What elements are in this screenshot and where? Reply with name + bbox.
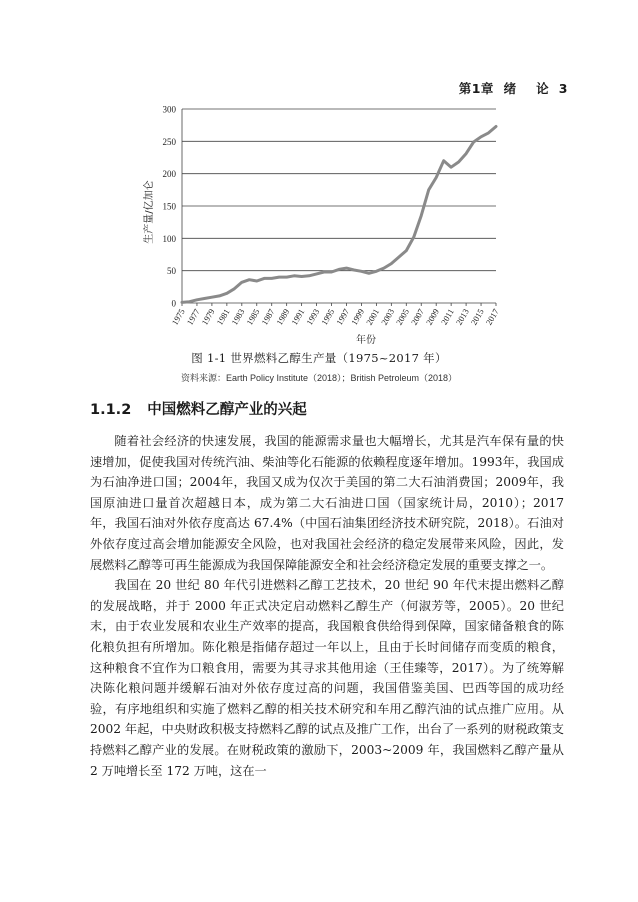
data-point (331, 271, 332, 272)
data-point (428, 189, 429, 190)
x-tick-label: 1991 (289, 307, 307, 327)
x-tick-label: 2005 (393, 307, 412, 327)
y-tick-label: 150 (162, 201, 176, 212)
section-title: 中国燃料乙醇产业的兴起 (147, 402, 307, 418)
y-tick-labels (163, 105, 177, 309)
y-tick-label: 50 (167, 266, 176, 277)
data-point (234, 288, 235, 289)
y-tick-label: 300 (162, 104, 176, 115)
x-tick-label: 1975 (169, 307, 187, 327)
data-point (451, 167, 452, 168)
data-point (465, 153, 466, 154)
data-point (196, 299, 197, 300)
y-tick-label: 0 (171, 298, 176, 309)
x-tick-label: 1979 (199, 307, 217, 327)
x-tick-label: 2017 (483, 307, 501, 327)
data-point (323, 271, 324, 272)
x-tick-label: 1987 (259, 307, 277, 327)
data-point (181, 302, 182, 303)
data-point (279, 277, 280, 278)
x-tick-label: 1981 (214, 307, 232, 327)
x-tick-label: 1977 (184, 307, 202, 327)
chart-canvas (118, 100, 518, 350)
body-text (90, 431, 564, 781)
data-point (286, 277, 287, 278)
chapter-title: 绪 论 (503, 81, 550, 96)
page-number: 3 (558, 81, 568, 96)
x-tick-label: 1999 (349, 307, 367, 327)
data-point (376, 271, 377, 272)
data-point (249, 279, 250, 280)
x-tick-label: 2007 (408, 307, 426, 327)
x-tick-label: 2011 (438, 307, 456, 327)
data-point (189, 301, 190, 302)
y-tick-label: 250 (162, 136, 176, 147)
figure-caption (0, 350, 638, 366)
data-point (443, 160, 444, 161)
x-tick-label: 1995 (319, 307, 337, 327)
y-axis-label: 生产量/亿加仑 (144, 180, 155, 244)
section-heading (90, 398, 307, 419)
data-point (316, 273, 317, 274)
y-tick-label: 200 (162, 169, 176, 180)
y-tick-label: 100 (162, 233, 176, 244)
grid-lines (182, 109, 496, 271)
x-tick-label: 2009 (423, 307, 441, 327)
axes (182, 109, 496, 306)
data-point (294, 275, 295, 276)
paragraph: 随着社会经济的快速发展，我国的能源需求量也大幅增长，尤其是汽车保有量的快速增加，促使我国对传统汽油、柴油等化石能源的依赖程度逐年增加。1993年，我国成为石油净进口国；2004年，我国又成为仅次于美国的第二大石油消费国；2009年，我国原油进口量首次超越日本，成为第二大石油进口国（国家统计局，2010）；2017 年，我国石油对外依存度高达 67.4%（中国石油集团经济技术研究院，2018）。石油对外依存度过高会增加能源安全风险，也对我国社会经济的稳定发展带来风险，因此，发展燃料乙醇等可再生能源成为我国保障能源安全和社会经济稳定发展的重要支撑之一。 (90, 434, 564, 572)
x-tick-label: 1989 (274, 307, 292, 327)
data-point (458, 161, 459, 162)
data-point (495, 126, 496, 127)
x-tick-label: 1997 (334, 307, 352, 327)
data-point (204, 298, 205, 299)
x-tick-label: 1983 (229, 307, 247, 327)
data-point (256, 280, 257, 281)
data-point (346, 267, 347, 268)
series-layer (181, 126, 496, 303)
series-line (182, 127, 496, 303)
figure-label: 图 1-1 (191, 351, 227, 365)
data-point (301, 276, 302, 277)
data-point (406, 250, 407, 251)
data-point (383, 267, 384, 268)
data-point (226, 293, 227, 294)
data-point (398, 256, 399, 257)
data-point (436, 177, 437, 178)
data-point (219, 295, 220, 296)
data-point (361, 271, 362, 272)
data-point (480, 136, 481, 137)
x-tick-label: 2003 (378, 307, 397, 327)
data-point (264, 278, 265, 279)
ethanol-production-chart (118, 100, 518, 350)
running-head (459, 79, 568, 97)
chapter-label: 第1章 (458, 81, 494, 96)
x-tick-label: 2015 (468, 307, 486, 327)
data-point (368, 273, 369, 274)
x-tick-label: 2001 (363, 307, 382, 327)
figure-caption-text: 世界燃料乙醇生产量（1975~2017 年） (230, 351, 447, 365)
x-axis-label: 年份 (356, 335, 376, 346)
data-point (413, 236, 414, 237)
data-point (271, 278, 272, 279)
data-point (391, 263, 392, 264)
figure-source: 资料来源：Earth Policy Institute（2018）；British Petroleum（2018） (180, 373, 458, 383)
data-point (353, 269, 354, 270)
x-tick-labels (170, 307, 501, 327)
x-tick-label: 2013 (453, 307, 471, 327)
data-point (308, 275, 309, 276)
x-tick-label: 1993 (304, 307, 322, 327)
data-point (211, 297, 212, 298)
section-number: 1.1.2 (90, 402, 132, 418)
paragraph: 我国在 20 世纪 80 年代引进燃料乙醇工艺技术，20 世纪 90 年代末提出燃料乙醇的发展战略，并于 2000 年正式决定启动燃料乙醇生产（何淑芳等，2005）。20 世纪末，由于农业发展和农业生产效率的提高，我国粮食供给得到保障，国家储备粮食的陈化粮负担有所增加。陈化粮是指储存超过一年以上，且由于长时间储存而变质的粮食，这种粮食不宜作为口粮食用，需要为其寻求其他用途（王佳臻等，2017）。为了统筹解决陈化粮问题并缓解石油对外依存度过高的问题，我国借鉴美国、巴西等国的成功经验，有序地组织和实施了燃料乙醇的相关技术研究和车用乙醇汽油的试点推广应用。从 2002 年起，中央财政积极支持燃料乙醇的试点及推广工作，出台了一系列的财税政策支持燃料乙醇产业的发展。在财税政策的激励下，2003~2009 年，我国燃料乙醇产量从 2 万吨增长至 172 万吨，这在一 (90, 578, 564, 778)
data-point (421, 215, 422, 216)
x-tick-label: 1985 (244, 307, 262, 327)
data-point (473, 141, 474, 142)
data-point (488, 132, 489, 133)
data-point (338, 269, 339, 270)
data-point (241, 282, 242, 283)
